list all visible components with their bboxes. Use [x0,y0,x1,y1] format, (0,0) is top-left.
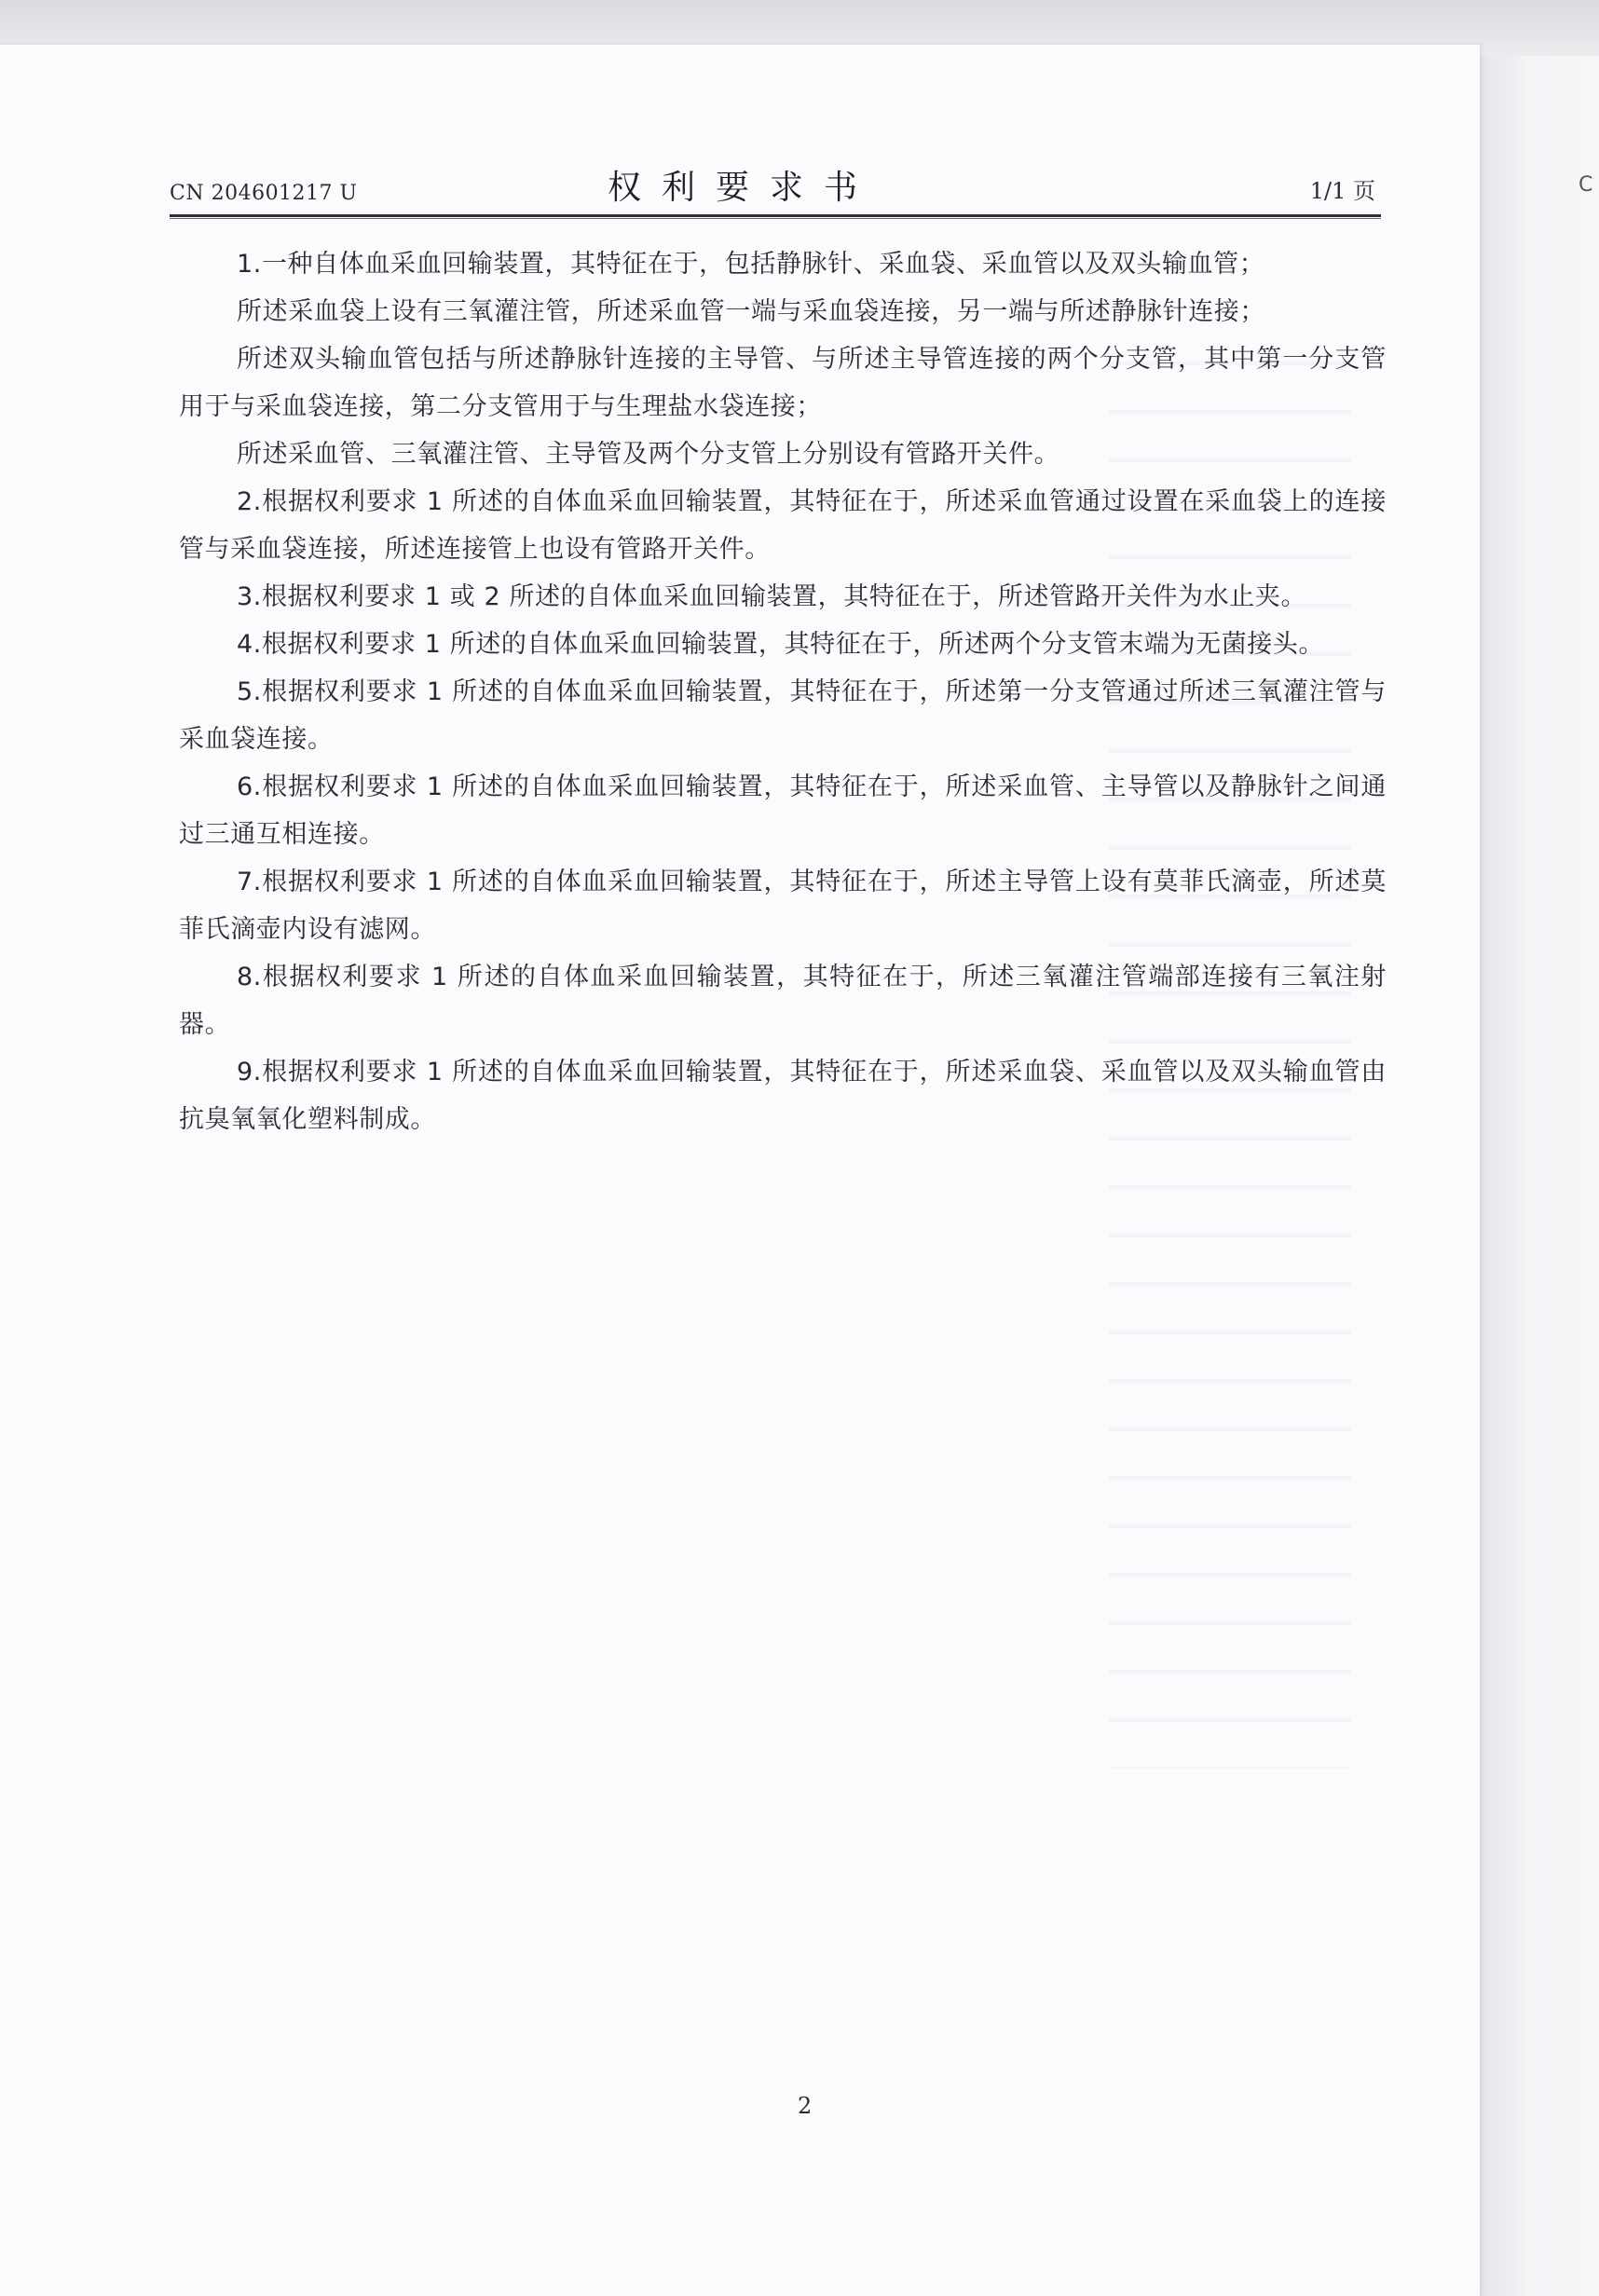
claims-body [179,240,1387,1143]
page-count: 1/1 页 [1309,178,1375,204]
claim-paragraph: 5.根据权利要求 1 所述的自体血采血回输装置，其特征在于，所述第一分支管通过所述三氧灌注管与采血袋连接。 [179,677,1387,754]
claim-paragraph: 7.根据权利要求 1 所述的自体血采血回输装置，其特征在于，所述主导管上设有莫菲氏滴壶，所述莫菲氏滴壶内设有滤网。 [179,868,1387,944]
claim-paragraph: 3.根据权利要求 1 或 2 所述的自体血采血回输装置，其特征在于，所述管路开关件为水止夹。 [237,582,1307,611]
claim-paragraph: 1.一种自体血采血回输装置，其特征在于，包括静脉针、采血袋、采血管以及双头输血管； [237,250,1265,279]
header-rule [170,214,1381,217]
claim-paragraph: 6.根据权利要求 1 所述的自体血采血回输装置，其特征在于，所述采血管、主导管以及静脉针之间通过三通互相连接。 [179,772,1387,849]
adjacent-page-text: C [1578,173,1593,197]
header-rule-thin [170,218,1381,219]
page-number: 2 [798,2093,813,2119]
claim-paragraph: 所述采血管、三氧灌注管、主导管及两个分支管上分别设有管路开关件。 [237,440,1060,469]
page-header [170,155,1381,212]
claim-paragraph: 2.根据权利要求 1 所述的自体血采血回输装置，其特征在于，所述采血管通过设置在采血袋上的连接管与采血袋连接，所述连接管上也设有管路开关件。 [179,487,1387,564]
claim-paragraph: 4.根据权利要求 1 所述的自体血采血回输装置，其特征在于，所述两个分支管末端为无菌接头。 [237,630,1325,659]
claim-paragraph: 8.根据权利要求 1 所述的自体血采血回输装置，其特征在于，所述三氧灌注管端部连接有三氧注射器。 [179,963,1387,1039]
claim-paragraph: 所述采血袋上设有三氧灌注管，所述采血管一端与采血袋连接，另一端与所述静脉针连接； [237,297,1265,326]
claim-paragraph: 所述双头输血管包括与所述静脉针连接的主导管、与所述主导管连接的两个分支管，其中第一分支管用于与采血袋连接，第二分支管用于与生理盐水袋连接； [179,345,1387,421]
document-title: 权利要求书 [608,169,879,207]
claim-paragraph: 9.根据权利要求 1 所述的自体血采血回输装置，其特征在于，所述采血袋、采血管以及双头输血管由抗臭氧氧化塑料制成。 [179,1058,1387,1134]
adjacent-page-edge [1480,56,1599,2296]
publication-number: CN 204601217 U [170,182,358,205]
